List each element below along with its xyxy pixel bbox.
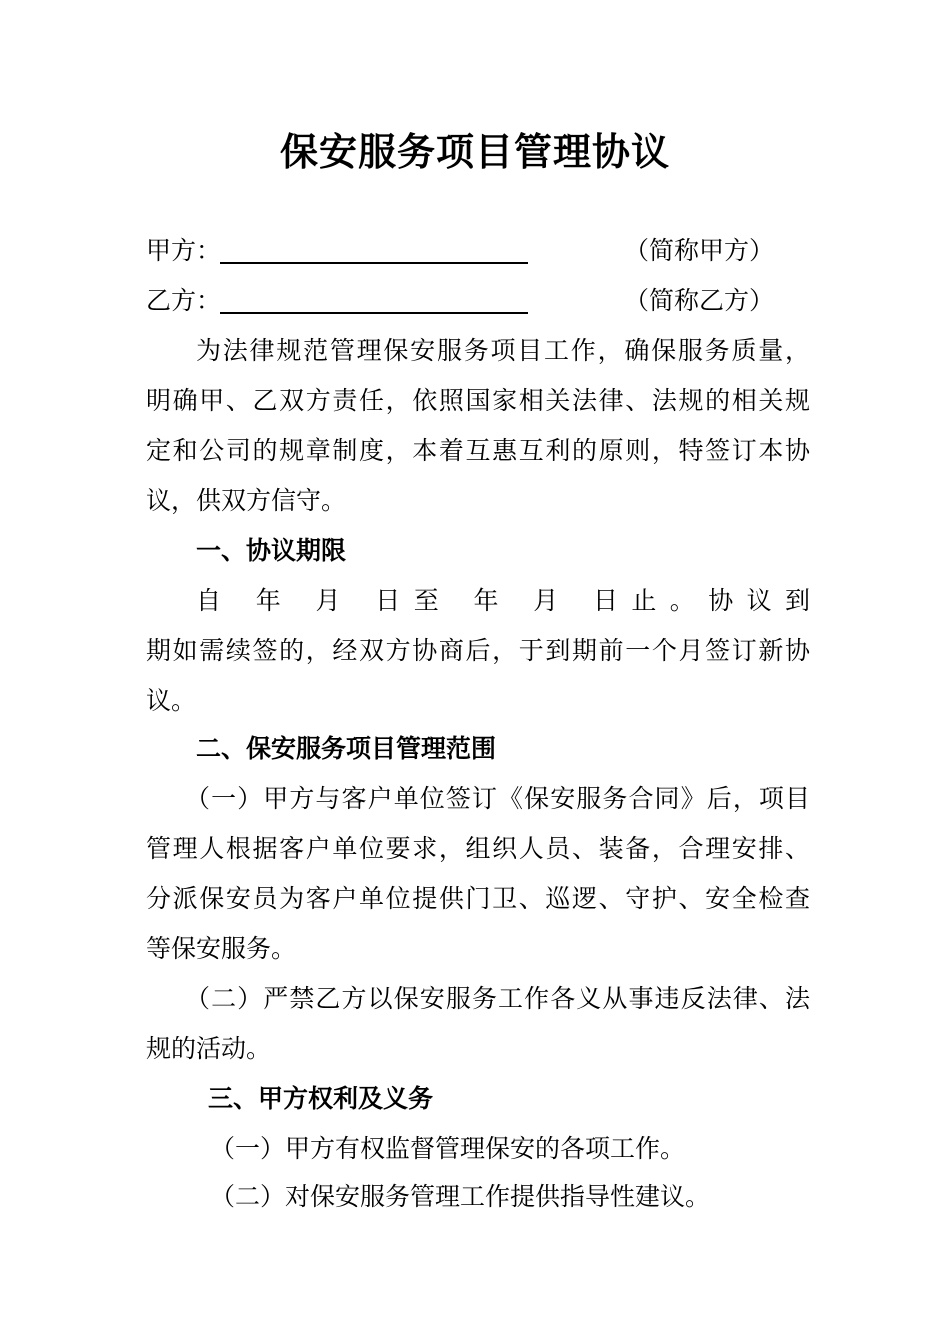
list-item: （二）对保安服务管理工作提供指导性建议。 — [210, 1182, 711, 1211]
party-b-row — [146, 276, 810, 326]
party-a-label: 甲方： — [146, 236, 222, 265]
term-from: 自 — [196, 586, 235, 615]
section-line: 等保安服务。 — [146, 934, 297, 963]
document-title: 保安服务项目管理协议 — [279, 129, 670, 174]
intro-line: 为法律规范管理保安服务项目工作，确保服务质量， — [196, 336, 810, 365]
term-month-blank: 月 — [533, 586, 572, 615]
party-a-row — [146, 226, 810, 276]
section-line: 管理人根据客户单位要求，组织人员、装备，合理安排、 — [146, 834, 810, 863]
intro-line: 明确甲、乙双方责任，依照国家相关法律、法规的相关规 — [146, 386, 810, 415]
term-day-to: 日至 — [375, 586, 453, 615]
section-line: 期如需续签的，经双方协商后，于到期前一个月签订新协 — [146, 636, 810, 665]
section-heading: 一、协议期限 — [196, 536, 347, 565]
party-a-short-name: （简称甲方） — [624, 236, 775, 265]
section-line: （一）甲方与客户单位签订《保安服务合同》后，项目 — [185, 784, 810, 813]
section-line: 规的活动。 — [146, 1034, 272, 1063]
party-b-blank-line — [220, 312, 528, 314]
section-line: 议。 — [146, 686, 197, 715]
term-year-blank: 年 — [473, 586, 512, 615]
party-b-label: 乙方： — [146, 286, 222, 315]
section-heading: 三、甲方权利及义务 — [208, 1084, 434, 1113]
section-line: （二）严禁乙方以保安服务工作各义从事违反法律、法 — [185, 984, 810, 1013]
list-item: （一）甲方有权监督管理保安的各项工作。 — [210, 1134, 686, 1163]
party-a-blank-line — [220, 262, 528, 264]
term-line — [196, 576, 810, 626]
term-month-blank: 月 — [315, 586, 354, 615]
term-year-blank: 年 — [255, 586, 295, 615]
intro-line: 议，供双方信守。 — [146, 486, 347, 515]
intro-line: 定和公司的规章制度，本着互惠互利的原则，特签订本协 — [146, 436, 810, 465]
party-b-short-name: （简称乙方） — [624, 286, 775, 315]
term-day-end: 日止。协议到 — [593, 586, 810, 615]
section-heading: 二、保安服务项目管理范围 — [196, 734, 497, 763]
section-line: 分派保安员为客户单位提供门卫、巡逻、守护、安全检查 — [146, 884, 810, 913]
